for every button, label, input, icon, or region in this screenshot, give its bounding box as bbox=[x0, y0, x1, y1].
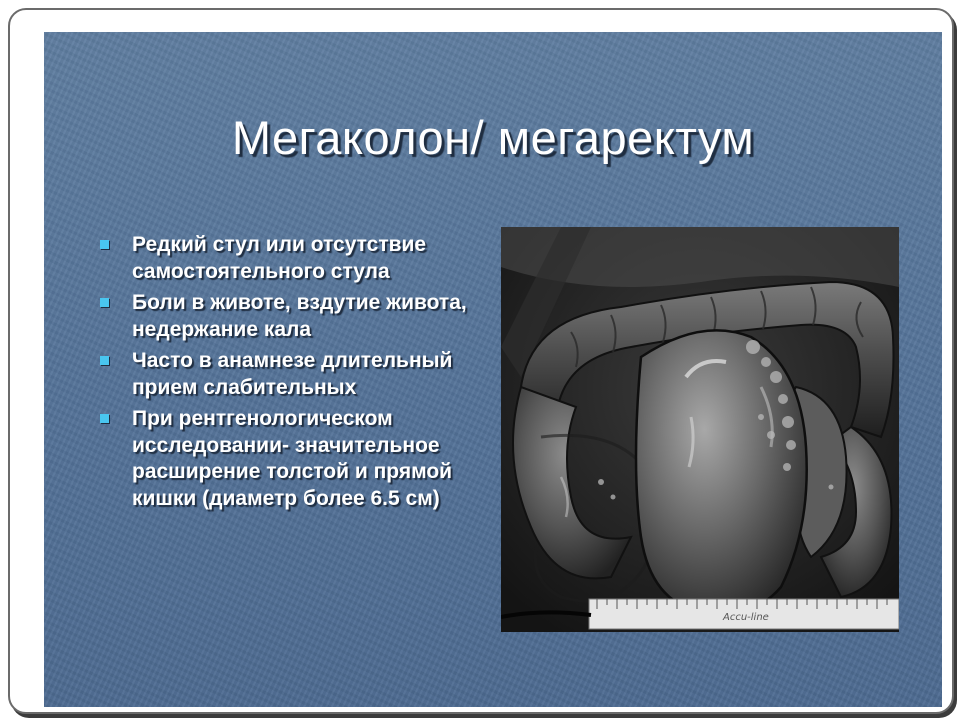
ruler-icon bbox=[589, 599, 899, 629]
bullet-text: Боли в животе, вздутие живота, недержание кала bbox=[132, 291, 467, 341]
ruler-label: Accu-line bbox=[723, 612, 769, 623]
bullet-item bbox=[98, 406, 498, 512]
bullet-square-icon bbox=[100, 356, 109, 365]
slide-frame bbox=[8, 8, 954, 714]
bullet-item bbox=[98, 290, 498, 343]
bullet-text: Часто в анамнезе длительный прием слабительных bbox=[132, 349, 453, 399]
bullet-square-icon bbox=[100, 298, 109, 307]
bullet-text: При рентгенологическом исследовании- значительное расширение толстой и прямой кишки (диаметр более 6.5 см) bbox=[132, 407, 453, 510]
bullet-item bbox=[98, 232, 498, 285]
bullet-square-icon bbox=[100, 240, 109, 249]
colon-specimen-image bbox=[501, 227, 899, 632]
bullet-text: Редкий стул или отсутствие самостоятельного стула bbox=[132, 233, 427, 283]
slide-title: Мегаколон/ мегаректум bbox=[231, 111, 755, 164]
slide bbox=[44, 32, 942, 707]
bullet-item bbox=[98, 348, 498, 401]
bullet-list bbox=[98, 232, 498, 517]
surgical-photo bbox=[501, 227, 899, 632]
bullet-square-icon bbox=[100, 414, 109, 423]
